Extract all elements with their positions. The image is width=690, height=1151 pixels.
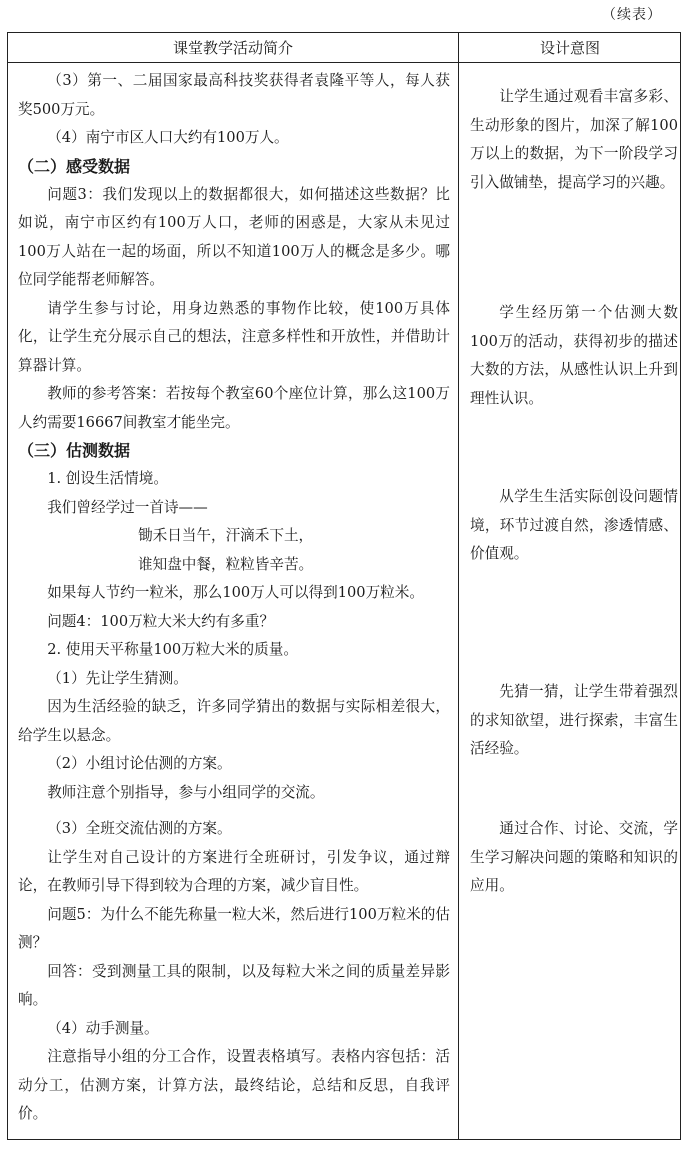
- design-intent-note: 从学生生活实际创设问题情境，环节过渡自然，渗透情感、价值观。: [470, 488, 678, 562]
- paragraph: 因为生活经验的缺乏，许多同学猜出的数据与实际相差很大，给学生以悬念。: [18, 698, 450, 744]
- activity-column: [18, 67, 450, 1129]
- paragraph: 问题3：我们发现以上的数据都很大，如何描述这些数据？比如说，南宁市区约有100万人口，老师的困惑是，大家从未见过100万人站在一起的场面，所以不知道100万人的概念是多少。哪位同学能帮老师解答。: [18, 185, 450, 288]
- section-heading: （二）感受数据: [18, 156, 131, 176]
- paragraph: 我们曾经学过一首诗——: [47, 498, 208, 516]
- design-intent-note: 通过合作、讨论、交流，学生学习解决问题的策略和知识的应用。: [470, 820, 678, 894]
- section-heading: （三）估测数据: [18, 441, 131, 460]
- paragraph: （4）动手测量。: [47, 1019, 159, 1037]
- paragraph: 教师注意个别指导，参与小组同学的交流。: [47, 783, 325, 801]
- paragraph: （1）先让学生猜测。: [47, 669, 188, 687]
- paragraph: （3）第一、二届国家最高科技奖获得者袁隆平等人，每人获奖500万元。: [18, 72, 450, 118]
- paragraph: （3）全班交流估测的方案。: [47, 820, 232, 837]
- design-intent-note: 先猜一猜，让学生带着强烈的求知欲望，进行探索，丰富生活经验。: [470, 683, 678, 757]
- paragraph: 问题4：100万粒大米大约有多重？: [47, 612, 275, 630]
- column-divider: [458, 33, 459, 1139]
- table-header-row: [8, 33, 680, 63]
- paragraph: 如果每人节约一粒米，那么100万人可以得到100万粒米。: [47, 584, 424, 601]
- paragraph: （2）小组讨论估测的方案。: [47, 755, 232, 772]
- design-intent-note: 让学生通过观看丰富多彩、生动形象的图片，加深了解100万以上的数据，为下一阶段学习引入做铺垫，提高学习的兴趣。: [470, 88, 678, 191]
- paragraph: 让学生对自己设计的方案进行全班研讨，引发争议，通过辩论，在教师引导下得到较为合理的方案，减少盲目性。: [18, 848, 450, 894]
- paragraph: 2. 使用天平称量100万粒大米的质量。: [47, 641, 298, 658]
- design-intent-note: 学生经历第一个估测大数100万的活动，获得初步的描述大数的方法，从感性认识上升到理性认识。: [470, 304, 678, 407]
- paragraph: 回答：受到测量工具的限制，以及每粒大米之间的质量差异影响。: [18, 962, 450, 1008]
- paragraph: 教师的参考答案：若按每个教室60个座位计算，那么这100万人约需要16667间教室才能坐完。: [18, 385, 450, 431]
- header-activity-summary: 课堂教学活动简介: [172, 39, 293, 57]
- paragraph: 请学生参与讨论，用身边熟悉的事物作比较，使100万具体化，让学生充分展示自己的想法，注意多样性和开放性，并借助计算器计算。: [18, 299, 450, 374]
- continued-label: （续表）: [602, 7, 662, 23]
- paragraph: （4）南宁市区人口大约有100万人。: [47, 129, 289, 146]
- poem-line: 锄禾日当午，汗滴禾下土，: [138, 527, 314, 544]
- poem-line: 谁知盘中餐，粒粒皆辛苦。: [138, 555, 314, 573]
- paragraph: 注意指导小组的分工合作，设置表格填写。表格内容包括：活动分工，估测方案，计算方法，最终结论，总结和反思，自我评价。: [18, 1048, 450, 1122]
- header-design-intent: 设计意图: [539, 39, 600, 57]
- paragraph: 问题5：为什么不能先称量一粒大米，然后进行100万粒米的估测？: [18, 905, 450, 951]
- lesson-table: [7, 32, 681, 1140]
- paragraph: 1. 创设生活情境。: [47, 470, 168, 487]
